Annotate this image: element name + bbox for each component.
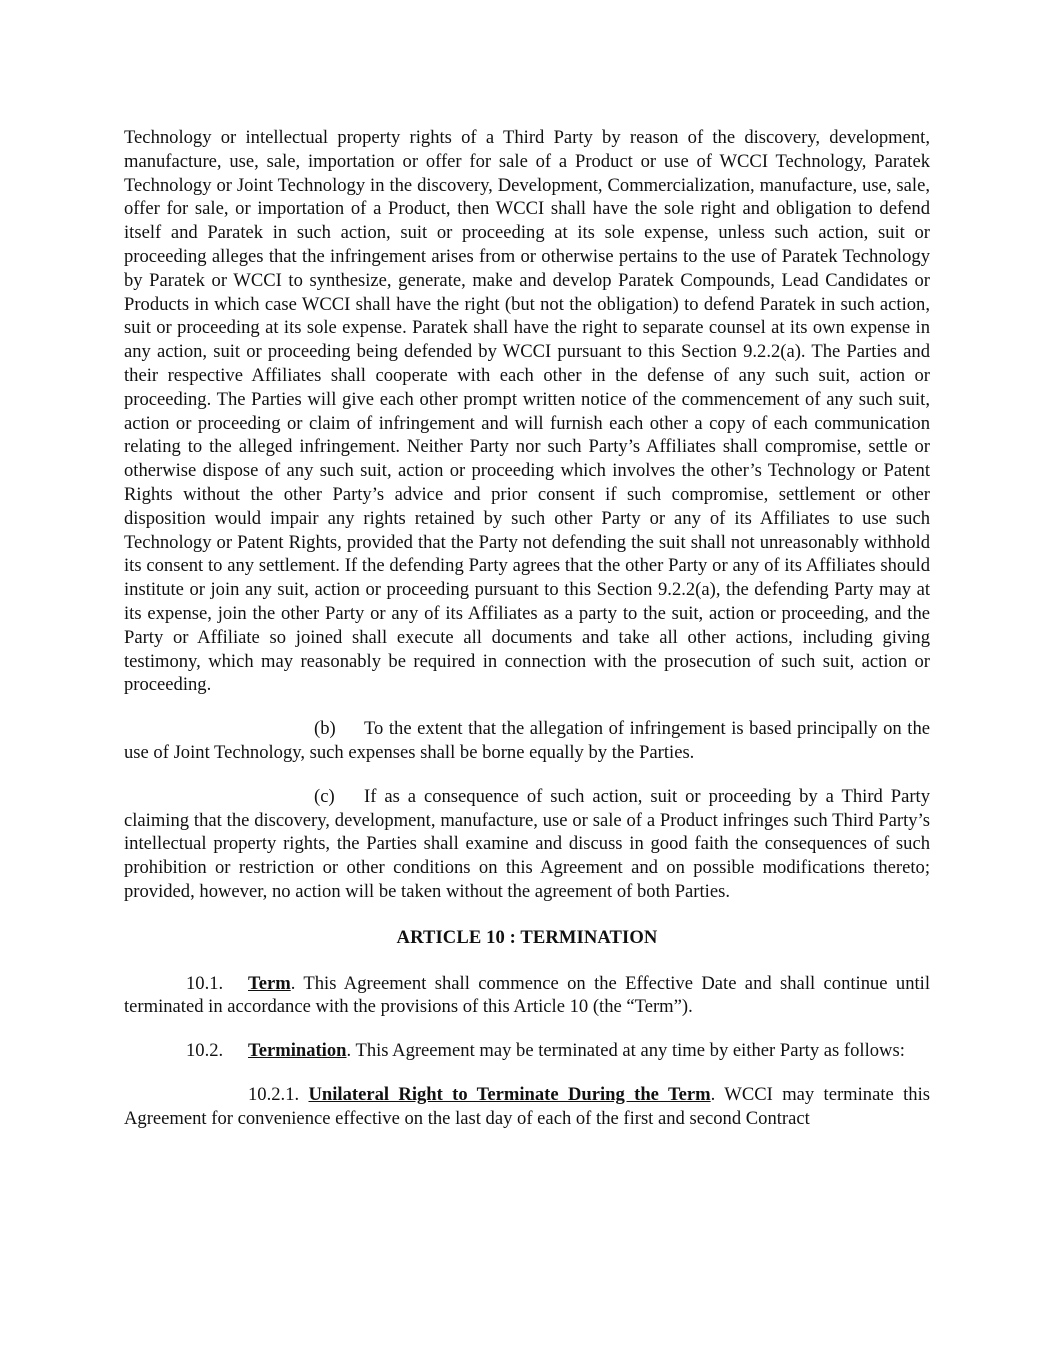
paragraph-infringement-defense: Technology or intellectual property rights of a Third Party by reason of the discovery, development, manufacture, use, sale, importation or offer for sale of a Product or use of WCCI Technology, Paratek Technology or Joint Technology in the discovery, Development, Commercialization, manufacture, use, sale, offer for sale, or importation of a Product, then WCCI shall have the sole right and obligation to defend itself and Paratek in such action, suit or proceeding at its sole expense, unless such action, suit or proceeding alleges that the infringement arises from or otherwise pertains to the use of Paratek Technology by Paratek or WCCI to synthesize, generate, make and develop Paratek Compounds, Lead Candidates or Products in which case WCCI shall have the right (but not the obligation) to defend Paratek in such action, suit or proceeding at its sole expense. Paratek shall have the right to separate counsel at its own expense in any action, suit or proceeding being defended by WCCI pursuant to this Section 9.2.2(a). The Parties and their respective Affiliates shall cooperate with each other in the defense of any such suit, action or proceeding. The Parties will give each other prompt written notice of the commencement of any such suit, action or proceeding or claim of infringement and will furnish each other a copy of each communication relating to the alleged infringement. Neither Party nor such Party’s Affiliates shall compromise, settle or otherwise dispose of any such suit, action or proceeding which involves the other’s Technology or Patent Rights without the other Party’s advice and prior consent if such compromise, settlement or other disposition would impair any rights retained by such other Party or any of its Affiliates to use such Technology or Patent Rights, provided that the Party not defending the suit shall not unreasonably withhold its consent to any settlement. If the defending Party agrees that the other Party or any of its Affiliates should institute or join any suit, action or proceeding pursuant to this Section 9.2.2(a), the defending Party may at its expense, join the other Party or any of its Affiliates as a party to the suit, action or proceeding, and the Party or Affiliate so joined shall execute all documents and take all other actions, including giving testimony, which may reasonably be required in connection with the prosecution of such suit, action or proceeding. (124, 127, 930, 696)
section-10-1-title: Term (248, 972, 291, 994)
document-page (124, 126, 930, 1130)
subsection-b-label: (b) (314, 718, 336, 740)
section-10-2-1-text: . WCCI may terminate this Agreement for convenience effective on the last day of each of the first and second Contract (124, 1083, 930, 1129)
section-10-2-text: . This Agreement may be terminated at any time by either Party as follows: (346, 1040, 905, 1062)
section-10-1-number: 10.1. (186, 972, 224, 994)
section-10-2-title: Termination (248, 1040, 347, 1062)
subsection-b-text: To the extent that the allegation of infringement is based principally on the use of Joint Technology, such expenses shall be borne equally by the Parties. (124, 718, 930, 763)
section-10-2-1 (124, 1083, 930, 1131)
section-10-1 (124, 972, 930, 1020)
section-10-2-number: 10.2. (186, 1040, 224, 1062)
section-10-2-1-number: 10.2.1. (248, 1083, 300, 1105)
subsection-b (124, 717, 930, 765)
section-10-1-text: . This Agreement shall commence on the Effective Date and shall continue until terminated in accordance with the provisions of this Article 10 (the “Term”). (124, 972, 930, 1018)
subsection-c-text: If as a consequence of such action, suit or proceeding by a Third Party claiming that the discovery, development, manufacture, use or sale of a Product infringes such Third Party’s intellectual property rights, the Parties shall examine and discuss in good faith the consequences of such prohibition or restriction or other conditions on this Agreement and on possible modifications thereto; provided, however, no action will be taken without the agreement of both Parties. (124, 785, 930, 902)
subsection-c (124, 785, 930, 904)
article-10-heading: ARTICLE 10 : TERMINATION (396, 926, 658, 948)
section-10-2-1-title: Unilateral Right to Terminate During the Term (308, 1083, 711, 1105)
section-10-2 (124, 1039, 930, 1063)
subsection-c-label: (c) (314, 785, 335, 807)
